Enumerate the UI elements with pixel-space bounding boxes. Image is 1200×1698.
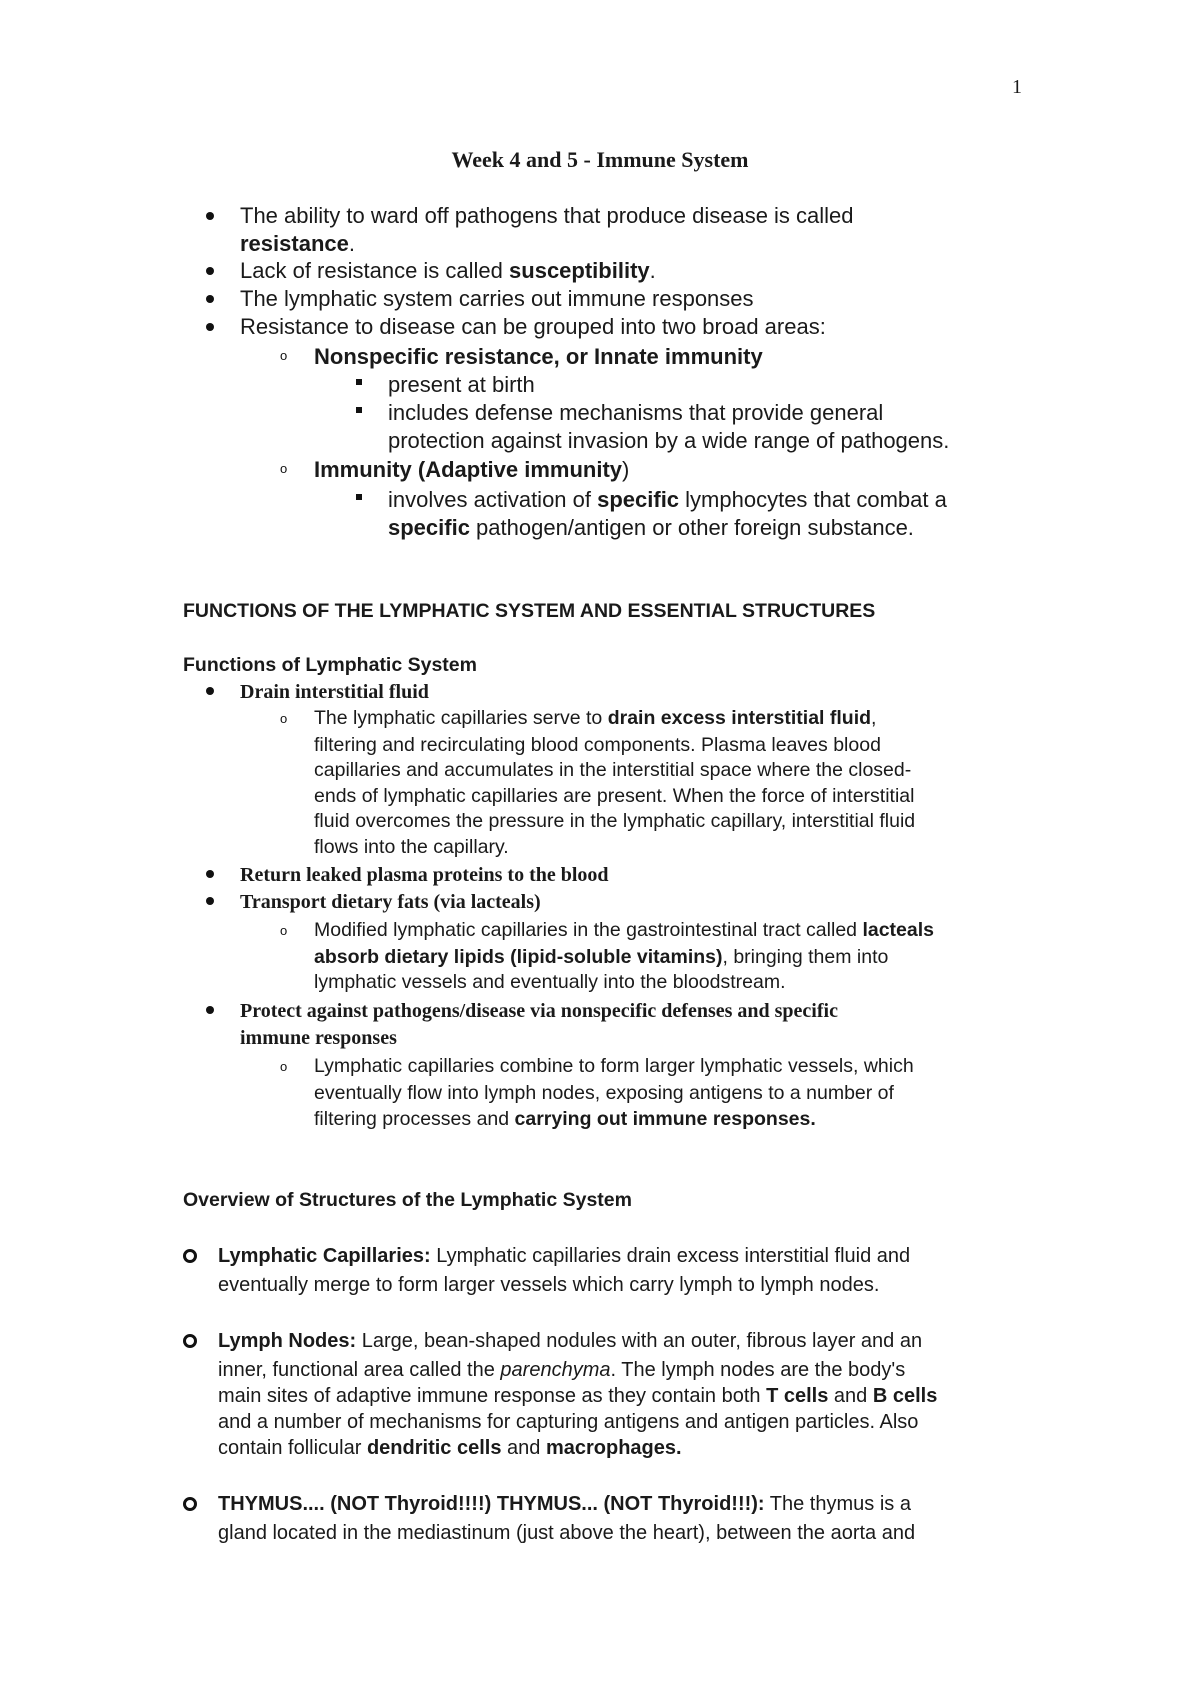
function-3-line-1 bbox=[314, 918, 934, 943]
page-number: 1 bbox=[1012, 76, 1022, 98]
function-4-line-3 bbox=[314, 1107, 816, 1132]
punct: . bbox=[348, 231, 355, 256]
term-b-cells: B cells bbox=[872, 1385, 938, 1407]
function-3-heading: Transport dietary fats (via lacteals) bbox=[240, 891, 541, 913]
function-4-heading-cont: immune responses bbox=[240, 1027, 397, 1049]
text: main sites of adaptive immune response as they contain both bbox=[218, 1385, 767, 1407]
function-1-line-3: capillaries and accumulates in the interstitial space where the closed- bbox=[314, 759, 912, 781]
structure-thymus-line-2: gland located in the mediastinum (just above the heart), between the aorta and bbox=[218, 1522, 916, 1544]
text: contain follicular bbox=[218, 1437, 367, 1459]
structure-thymus-label: THYMUS.... (NOT Thyroid!!!!) THYMUS... (NOT Thyroid!!!): bbox=[218, 1493, 765, 1515]
intro-line-1-cont bbox=[240, 230, 355, 258]
o-bullet-icon: o bbox=[280, 923, 288, 938]
term-lacteals: lacteals bbox=[862, 919, 934, 941]
text: , bringing them into bbox=[722, 946, 889, 968]
adaptive-item-1-cont bbox=[388, 514, 914, 542]
text: The thymus is a bbox=[764, 1493, 911, 1515]
text: and bbox=[501, 1437, 546, 1459]
text: Lymphatic capillaries drain excess interstitial fluid and bbox=[430, 1245, 911, 1267]
intro-line-1: The ability to ward off pathogens that produce disease is called bbox=[240, 203, 854, 228]
structure-nodes-label: Lymph Nodes: bbox=[218, 1330, 357, 1352]
structure-nodes-line-1 bbox=[218, 1328, 922, 1354]
bullet-icon bbox=[206, 870, 214, 878]
square-bullet-icon bbox=[356, 407, 362, 413]
intro-line-2 bbox=[240, 257, 656, 285]
structure-nodes-line-4: and a number of mechanisms for capturing antigens and antigen particles. Also bbox=[218, 1411, 919, 1433]
text: pathogen/antigen or other foreign substance. bbox=[469, 515, 914, 540]
structure-capillaries-line-2: eventually merge to form larger vessels which carry lymph to lymph nodes. bbox=[218, 1274, 880, 1296]
function-4-line-1: Lymphatic capillaries combine to form larger lymphatic vessels, which bbox=[314, 1055, 914, 1077]
ring-bullet-icon bbox=[183, 1249, 197, 1263]
bullet-icon bbox=[206, 897, 214, 905]
nonspecific-item-2-cont: protection against invasion by a wide range of pathogens. bbox=[388, 428, 950, 453]
bullet-icon bbox=[206, 212, 214, 220]
o-bullet-icon: o bbox=[280, 1059, 288, 1074]
punct: , bbox=[871, 707, 877, 729]
function-1-line-2: filtering and recirculating blood components. Plasma leaves blood bbox=[314, 734, 881, 756]
o-bullet-icon: o bbox=[280, 348, 288, 363]
text: filtering processes and bbox=[314, 1108, 515, 1130]
text: Large, bean-shaped nodules with an outer, fibrous layer and an bbox=[356, 1330, 923, 1352]
adaptive-heading bbox=[314, 456, 629, 484]
function-1-line-6: flows into the capillary. bbox=[314, 836, 509, 858]
function-2-heading: Return leaked plasma proteins to the blood bbox=[240, 864, 609, 886]
text: lymphocytes that combat a bbox=[679, 487, 947, 512]
bullet-icon bbox=[206, 323, 214, 331]
structure-capillaries-line-1 bbox=[218, 1243, 910, 1269]
structure-capillaries-label: Lymphatic Capillaries: bbox=[218, 1245, 431, 1267]
term-absorb: absorb dietary lipids (lipid-soluble vitamins) bbox=[314, 946, 723, 968]
term-resistance: resistance bbox=[240, 231, 349, 256]
text: Lack of resistance is called bbox=[240, 258, 510, 283]
structures-heading: Overview of Structures of the Lymphatic System bbox=[183, 1189, 632, 1211]
functions-heading: Functions of Lymphatic System bbox=[183, 654, 477, 676]
term-immune: carrying out immune responses. bbox=[514, 1108, 816, 1130]
text: Modified lymphatic capillaries in the gastrointestinal tract called bbox=[314, 919, 863, 941]
text: involves activation of bbox=[388, 487, 598, 512]
o-bullet-icon: o bbox=[280, 711, 288, 726]
structure-nodes-line-5 bbox=[218, 1435, 682, 1461]
function-4-line-2: eventually flow into lymph nodes, exposing antigens to a number of bbox=[314, 1082, 894, 1104]
text: and bbox=[828, 1385, 873, 1407]
bullet-icon bbox=[206, 295, 214, 303]
o-bullet-icon: o bbox=[280, 461, 288, 476]
paren: ) bbox=[622, 457, 630, 482]
term-drain: drain excess interstitial fluid bbox=[607, 707, 872, 729]
adaptive-item-1 bbox=[388, 486, 947, 514]
nonspecific-heading: Nonspecific resistance, or Innate immunity bbox=[314, 344, 763, 369]
text: The lymphatic capillaries serve to bbox=[314, 707, 608, 729]
page-title: Week 4 and 5 - Immune System bbox=[451, 147, 749, 172]
function-1-line-4: ends of lymphatic capillaries are present. When the force of interstitial bbox=[314, 785, 915, 807]
nonspecific-item-1: present at birth bbox=[388, 372, 535, 397]
nonspecific-item-2: includes defense mechanisms that provide general bbox=[388, 400, 884, 425]
term-macrophages: macrophages. bbox=[545, 1437, 682, 1459]
term-t-cells: T cells bbox=[766, 1385, 829, 1407]
adaptive-heading-bold: Immunity (Adaptive immunity bbox=[314, 457, 623, 482]
structure-nodes-line-2 bbox=[218, 1357, 905, 1383]
text: inner, functional area called the bbox=[218, 1359, 501, 1381]
square-bullet-icon bbox=[356, 379, 362, 385]
punct: . bbox=[649, 258, 656, 283]
term-specific: specific bbox=[388, 515, 470, 540]
ring-bullet-icon bbox=[183, 1497, 197, 1511]
term-specific: specific bbox=[597, 487, 680, 512]
section-heading: FUNCTIONS OF THE LYMPHATIC SYSTEM AND ESSENTIAL STRUCTURES bbox=[183, 600, 876, 622]
text: . The lymph nodes are the body's bbox=[610, 1359, 906, 1381]
function-1-line-1 bbox=[314, 706, 876, 731]
bullet-icon bbox=[206, 1006, 214, 1014]
structure-thymus-line-1 bbox=[218, 1491, 911, 1517]
bullet-icon bbox=[206, 687, 214, 695]
intro-line-3: The lymphatic system carries out immune responses bbox=[240, 286, 754, 311]
square-bullet-icon bbox=[356, 494, 362, 500]
term-dendritic: dendritic cells bbox=[366, 1437, 502, 1459]
intro-line-4: Resistance to disease can be grouped into two broad areas: bbox=[240, 314, 826, 339]
structure-nodes-line-3 bbox=[218, 1383, 937, 1409]
function-3-line-2 bbox=[314, 945, 888, 970]
function-1-line-5: fluid overcomes the pressure in the lymphatic capillary, interstitial fluid bbox=[314, 810, 916, 832]
term-parenchyma: parenchyma bbox=[500, 1359, 611, 1381]
function-3-line-3: lymphatic vessels and eventually into the bloodstream. bbox=[314, 971, 786, 993]
term-susceptibility: susceptibility bbox=[509, 258, 650, 283]
function-1-heading: Drain interstitial fluid bbox=[240, 681, 429, 703]
bullet-icon bbox=[206, 267, 214, 275]
function-4-heading: Protect against pathogens/disease via nonspecific defenses and specific bbox=[240, 1000, 838, 1022]
ring-bullet-icon bbox=[183, 1334, 197, 1348]
